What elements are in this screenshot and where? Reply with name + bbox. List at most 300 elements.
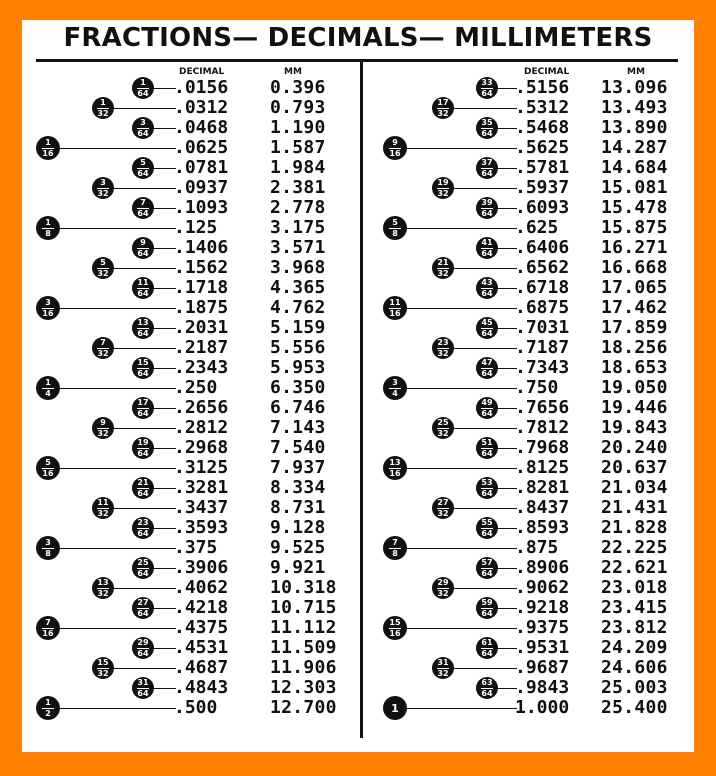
mm-value: 21.431: [601, 497, 668, 518]
fraction-denominator: 32: [437, 108, 449, 118]
mm-value: 23.812: [601, 617, 668, 638]
leader-line: [405, 388, 517, 389]
fraction-numerator: 5: [140, 157, 146, 167]
mm-value: 12.303: [270, 677, 337, 698]
leader-line: [152, 608, 176, 609]
leader-line: [496, 88, 517, 89]
fraction-numerator: 51: [481, 437, 493, 447]
fraction-denominator: 16: [42, 628, 54, 638]
leader-line: [405, 228, 517, 229]
fraction-numerator: 5: [100, 257, 106, 267]
fraction-numerator: 25: [437, 417, 449, 427]
fraction-denominator: 8: [45, 228, 51, 238]
leader-line: [152, 688, 176, 689]
fraction-badge: [383, 616, 407, 640]
fraction-denominator: 16: [389, 628, 401, 638]
leader-line: [112, 508, 176, 509]
fraction-badge: [92, 97, 114, 119]
fraction-denominator: 64: [137, 208, 149, 218]
decimal-value: .5312: [515, 97, 570, 118]
leader-line: [58, 548, 176, 549]
leader-line: [112, 108, 176, 109]
leader-line: [452, 588, 517, 589]
leader-line: [496, 288, 517, 289]
fraction-denominator: 64: [137, 688, 149, 698]
decimal-value: .8437: [515, 497, 570, 518]
mm-value: 16.668: [601, 257, 668, 278]
decimal-value: .5625: [515, 137, 570, 158]
decimal-value: .2812: [174, 417, 229, 438]
mm-value: 19.843: [601, 417, 668, 438]
decimal-value: .6718: [515, 277, 570, 298]
fraction-denominator: 8: [392, 548, 398, 558]
fraction-denominator: 4: [392, 388, 398, 398]
mm-value: 25.400: [601, 697, 668, 718]
fraction-badge: [476, 77, 498, 99]
fraction-denominator: 64: [137, 288, 149, 298]
mm-value: 11.112: [270, 617, 337, 638]
leader-line: [112, 268, 176, 269]
column-divider: [360, 62, 363, 738]
mm-value: 4.762: [270, 297, 326, 318]
mm-value: 9.921: [270, 557, 326, 578]
leader-line: [112, 428, 176, 429]
fraction-badge: [132, 117, 154, 139]
fraction-denominator: 64: [137, 648, 149, 658]
fraction-badge: [132, 237, 154, 259]
fraction-denominator: 64: [137, 408, 149, 418]
fraction-numerator: 21: [137, 477, 149, 487]
fraction-badge: [383, 216, 407, 240]
fraction-badge: [132, 437, 154, 459]
leader-line: [452, 268, 517, 269]
fraction-badge: [476, 117, 498, 139]
fraction-denominator: 8: [392, 228, 398, 238]
decimal-value: .8593: [515, 517, 570, 538]
fraction-numerator: 35: [481, 117, 493, 127]
decimal-value: .5781: [515, 157, 570, 178]
mm-value: 5.159: [270, 317, 326, 338]
decimal-value: .9375: [515, 617, 570, 638]
fraction-badge: [476, 597, 498, 619]
fraction-numerator: 11: [389, 297, 401, 307]
fraction-numerator: 3: [45, 537, 51, 547]
fraction-numerator: 29: [137, 637, 149, 647]
mm-value: 11.509: [270, 637, 337, 658]
fraction-badge: [36, 216, 60, 240]
decimal-value: .7187: [515, 337, 570, 358]
mm-value: 5.953: [270, 357, 326, 378]
leader-line: [496, 328, 517, 329]
mm-value: 1.587: [270, 137, 326, 158]
fraction-numerator: 15: [389, 617, 401, 627]
fraction-denominator: 32: [97, 668, 109, 678]
fraction-badge: [36, 456, 60, 480]
decimal-value: .3281: [174, 477, 229, 498]
leader-line: [152, 248, 176, 249]
decimal-value: .3593: [174, 517, 229, 538]
leader-line: [496, 528, 517, 529]
fraction-numerator: 37: [481, 157, 493, 167]
fraction-numerator: 7: [45, 617, 51, 627]
fraction-denominator: 64: [137, 368, 149, 378]
fraction-badge: [432, 417, 454, 439]
fraction-denominator: 32: [97, 508, 109, 518]
decimal-header-left: DECIMAL: [179, 67, 225, 77]
decimal-value: .0312: [174, 97, 229, 118]
fraction-badge: [36, 616, 60, 640]
decimal-value: .8125: [515, 457, 570, 478]
fraction-badge: [132, 197, 154, 219]
decimal-value: .9218: [515, 597, 570, 618]
leader-line: [152, 128, 176, 129]
fraction-denominator: 16: [389, 308, 401, 318]
fraction-badge: [36, 296, 60, 320]
decimal-value: .4218: [174, 597, 229, 618]
decimal-value: .4375: [174, 617, 229, 638]
mm-value: 2.778: [270, 197, 326, 218]
fraction-denominator: 64: [481, 368, 493, 378]
decimal-value: .2656: [174, 397, 229, 418]
mm-value: 10.715: [270, 597, 337, 618]
fraction-denominator: 64: [481, 328, 493, 338]
mm-value: 18.653: [601, 357, 668, 378]
mm-value: 17.859: [601, 317, 668, 338]
fraction-badge: [92, 577, 114, 599]
leader-line: [58, 308, 176, 309]
decimal-value: .4843: [174, 677, 229, 698]
fraction-numerator: 5: [45, 457, 51, 467]
leader-line: [496, 448, 517, 449]
leader-line: [152, 368, 176, 369]
decimal-value: .625: [515, 217, 559, 238]
fraction-denominator: 32: [97, 428, 109, 438]
leader-line: [152, 168, 176, 169]
fraction-badge: [476, 317, 498, 339]
leader-line: [152, 568, 176, 569]
fraction-badge: [476, 437, 498, 459]
mm-value: 15.875: [601, 217, 668, 238]
fraction-numerator: 3: [100, 177, 106, 187]
fraction-denominator: 32: [97, 588, 109, 598]
conversion-chart: [22, 20, 694, 752]
mm-value: 11.906: [270, 657, 337, 678]
fraction-badge: [92, 177, 114, 199]
fraction-badge: [132, 397, 154, 419]
decimal-value: .875: [515, 537, 559, 558]
fraction-denominator: 4: [45, 388, 51, 398]
fraction-badge: [132, 277, 154, 299]
fraction-badge: [92, 657, 114, 679]
decimal-value: .2968: [174, 437, 229, 458]
leader-line: [152, 408, 176, 409]
leader-line: [58, 628, 176, 629]
leader-line: [152, 88, 176, 89]
fraction-denominator: 32: [437, 428, 449, 438]
decimal-value: .6406: [515, 237, 570, 258]
leader-line: [58, 228, 176, 229]
fraction-denominator: 64: [137, 568, 149, 578]
decimal-value: .7968: [515, 437, 570, 458]
fraction-denominator: 64: [481, 168, 493, 178]
fraction-numerator: 45: [481, 317, 493, 327]
fraction-numerator: 19: [437, 177, 449, 187]
mm-value: 6.746: [270, 397, 326, 418]
decimal-value: .2031: [174, 317, 229, 338]
fraction-badge: [92, 337, 114, 359]
decimal-value: .375: [174, 537, 218, 558]
fraction-denominator: 64: [481, 528, 493, 538]
fraction-numerator: 15: [137, 357, 149, 367]
fraction-numerator: 57: [481, 557, 493, 567]
decimal-value: .6875: [515, 297, 570, 318]
fraction-badge: [36, 536, 60, 560]
leader-line: [405, 148, 517, 149]
leader-line: [405, 628, 517, 629]
fraction-denominator: 64: [137, 608, 149, 618]
fraction-numerator: 59: [481, 597, 493, 607]
decimal-value: .3437: [174, 497, 229, 518]
mm-value: 9.128: [270, 517, 326, 538]
fraction-numerator: 3: [140, 117, 146, 127]
mm-value: 23.415: [601, 597, 668, 618]
fraction-numerator: 17: [437, 97, 449, 107]
fraction-denominator: 32: [437, 348, 449, 358]
mm-value: 1.984: [270, 157, 326, 178]
fraction-badge: [36, 376, 60, 400]
fraction-numerator: 13: [389, 457, 401, 467]
decimal-value: .0156: [174, 77, 229, 98]
decimal-header-right: DECIMAL: [524, 67, 570, 77]
fraction-badge: [432, 657, 454, 679]
leader-line: [152, 328, 176, 329]
decimal-value: .500: [174, 697, 218, 718]
decimal-value: .0937: [174, 177, 229, 198]
leader-line: [496, 608, 517, 609]
fraction-badge: [92, 497, 114, 519]
fraction-badge: [132, 637, 154, 659]
fraction-numerator: 31: [137, 677, 149, 687]
mm-value: 3.968: [270, 257, 326, 278]
mm-value: 19.050: [601, 377, 668, 398]
mm-header-left: MM: [284, 67, 302, 77]
leader-line: [496, 368, 517, 369]
fraction-numerator: 11: [97, 497, 109, 507]
fraction-numerator: 1: [140, 77, 146, 87]
fraction-badge: [432, 257, 454, 279]
fraction-denominator: 32: [97, 108, 109, 118]
leader-line: [405, 708, 517, 709]
decimal-value: .4531: [174, 637, 229, 658]
mm-value: 3.571: [270, 237, 326, 258]
fraction-denominator: 32: [437, 268, 449, 278]
decimal-value: .1875: [174, 297, 229, 318]
fraction-numerator: 7: [392, 537, 398, 547]
fraction-numerator: 3: [45, 297, 51, 307]
fraction-numerator: 27: [437, 497, 449, 507]
fraction-numerator: 61: [481, 637, 493, 647]
fraction-badge: [132, 317, 154, 339]
fraction-numerator: 19: [137, 437, 149, 447]
mm-value: 19.446: [601, 397, 668, 418]
fraction-numerator: 17: [137, 397, 149, 407]
decimal-value: .750: [515, 377, 559, 398]
fraction-numerator: 7: [100, 337, 106, 347]
fraction-denominator: 64: [481, 488, 493, 498]
leader-line: [496, 568, 517, 569]
leader-line: [496, 248, 517, 249]
leader-line: [152, 288, 176, 289]
fraction-numerator: 63: [481, 677, 493, 687]
decimal-value: .5468: [515, 117, 570, 138]
decimal-value: .0781: [174, 157, 229, 178]
fraction-denominator: 64: [137, 528, 149, 538]
fraction-badge: [476, 517, 498, 539]
fraction-badge: [132, 77, 154, 99]
mm-value: 7.143: [270, 417, 326, 438]
mm-value: 13.493: [601, 97, 668, 118]
mm-value: 16.271: [601, 237, 668, 258]
fraction-denominator: 8: [45, 548, 51, 558]
mm-value: 14.287: [601, 137, 668, 158]
decimal-value: .125: [174, 217, 218, 238]
mm-value: 13.890: [601, 117, 668, 138]
leader-line: [496, 688, 517, 689]
fraction-badge: [476, 237, 498, 259]
leader-line: [405, 548, 517, 549]
fraction-badge: [132, 677, 154, 699]
decimal-value: .6562: [515, 257, 570, 278]
mm-value: 24.606: [601, 657, 668, 678]
fraction-badge: [132, 357, 154, 379]
decimal-value: .7031: [515, 317, 570, 338]
fraction-badge: [132, 597, 154, 619]
fraction-badge: [432, 177, 454, 199]
mm-value: 17.065: [601, 277, 668, 298]
fraction-badge: [132, 477, 154, 499]
mm-value: 24.209: [601, 637, 668, 658]
fraction-denominator: 32: [437, 668, 449, 678]
fraction-denominator: 16: [389, 468, 401, 478]
fraction-denominator: 16: [42, 468, 54, 478]
decimal-value: .1562: [174, 257, 229, 278]
leader-line: [152, 528, 176, 529]
decimal-value: .2187: [174, 337, 229, 358]
leader-line: [452, 668, 517, 669]
fraction-badge: [476, 637, 498, 659]
fraction-numerator: 9: [100, 417, 106, 427]
fraction-numerator: 9: [140, 237, 146, 247]
fraction-numerator: 29: [437, 577, 449, 587]
fraction-badge: [432, 577, 454, 599]
fraction-numerator: 9: [392, 137, 398, 147]
mm-value: 6.350: [270, 377, 326, 398]
leader-line: [496, 408, 517, 409]
mm-value: 4.365: [270, 277, 326, 298]
mm-value: 2.381: [270, 177, 326, 198]
fraction-denominator: 64: [481, 88, 493, 98]
mm-value: 9.525: [270, 537, 326, 558]
leader-line: [405, 468, 517, 469]
leader-line: [58, 708, 176, 709]
fraction-numerator: 7: [140, 197, 146, 207]
mm-value: 20.240: [601, 437, 668, 458]
decimal-value: .4687: [174, 657, 229, 678]
decimal-value: .250: [174, 377, 218, 398]
leader-line: [152, 488, 176, 489]
fraction-denominator: 64: [481, 448, 493, 458]
fraction-numerator: 21: [437, 257, 449, 267]
fraction-numerator: 41: [481, 237, 493, 247]
fraction-denominator: 32: [97, 268, 109, 278]
decimal-value: 1.000: [515, 697, 570, 718]
fraction-badge: [383, 536, 407, 560]
mm-value: 8.334: [270, 477, 326, 498]
fraction-denominator: 16: [389, 148, 401, 158]
mm-value: 15.478: [601, 197, 668, 218]
fraction-denominator: 64: [481, 248, 493, 258]
fraction-denominator: 32: [437, 188, 449, 198]
decimal-value: .8281: [515, 477, 570, 498]
mm-value: 0.396: [270, 77, 326, 98]
fraction-denominator: 64: [481, 608, 493, 618]
fraction-numerator: 31: [437, 657, 449, 667]
fraction-numerator: 25: [137, 557, 149, 567]
mm-value: 13.096: [601, 77, 668, 98]
mm-value: 5.556: [270, 337, 326, 358]
fraction-numerator: 5: [392, 217, 398, 227]
leader-line: [112, 668, 176, 669]
mm-value: 7.540: [270, 437, 326, 458]
decimal-value: .0625: [174, 137, 229, 158]
mm-value: 12.700: [270, 697, 337, 718]
fraction-numerator: 53: [481, 477, 493, 487]
fraction-denominator: 16: [42, 148, 54, 158]
mm-value: 23.018: [601, 577, 668, 598]
fraction-denominator: 32: [97, 188, 109, 198]
fraction-badge: [92, 257, 114, 279]
fraction-denominator: 64: [137, 88, 149, 98]
mm-value: 3.175: [270, 217, 326, 238]
leader-line: [496, 488, 517, 489]
leader-line: [152, 208, 176, 209]
decimal-value: .9687: [515, 657, 570, 678]
fraction-numerator: 55: [481, 517, 493, 527]
leader-line: [112, 588, 176, 589]
fraction-badge: [383, 696, 407, 720]
fraction-denominator: 16: [42, 308, 54, 318]
mm-value: 10.318: [270, 577, 337, 598]
fraction-badge: [383, 296, 407, 320]
leader-line: [452, 428, 517, 429]
decimal-value: .5156: [515, 77, 570, 98]
mm-value: 14.684: [601, 157, 668, 178]
mm-header-right: MM: [627, 67, 645, 77]
fraction-badge: [383, 376, 407, 400]
leader-line: [112, 188, 176, 189]
decimal-value: .9062: [515, 577, 570, 598]
fraction-badge: [36, 136, 60, 160]
decimal-value: .3906: [174, 557, 229, 578]
decimal-value: .7343: [515, 357, 570, 378]
leader-line: [152, 448, 176, 449]
leader-line: [496, 128, 517, 129]
fraction-badge: [476, 677, 498, 699]
fraction-denominator: 64: [481, 688, 493, 698]
fraction-denominator: 64: [481, 648, 493, 658]
decimal-value: .4062: [174, 577, 229, 598]
fraction-badge: [36, 696, 60, 720]
